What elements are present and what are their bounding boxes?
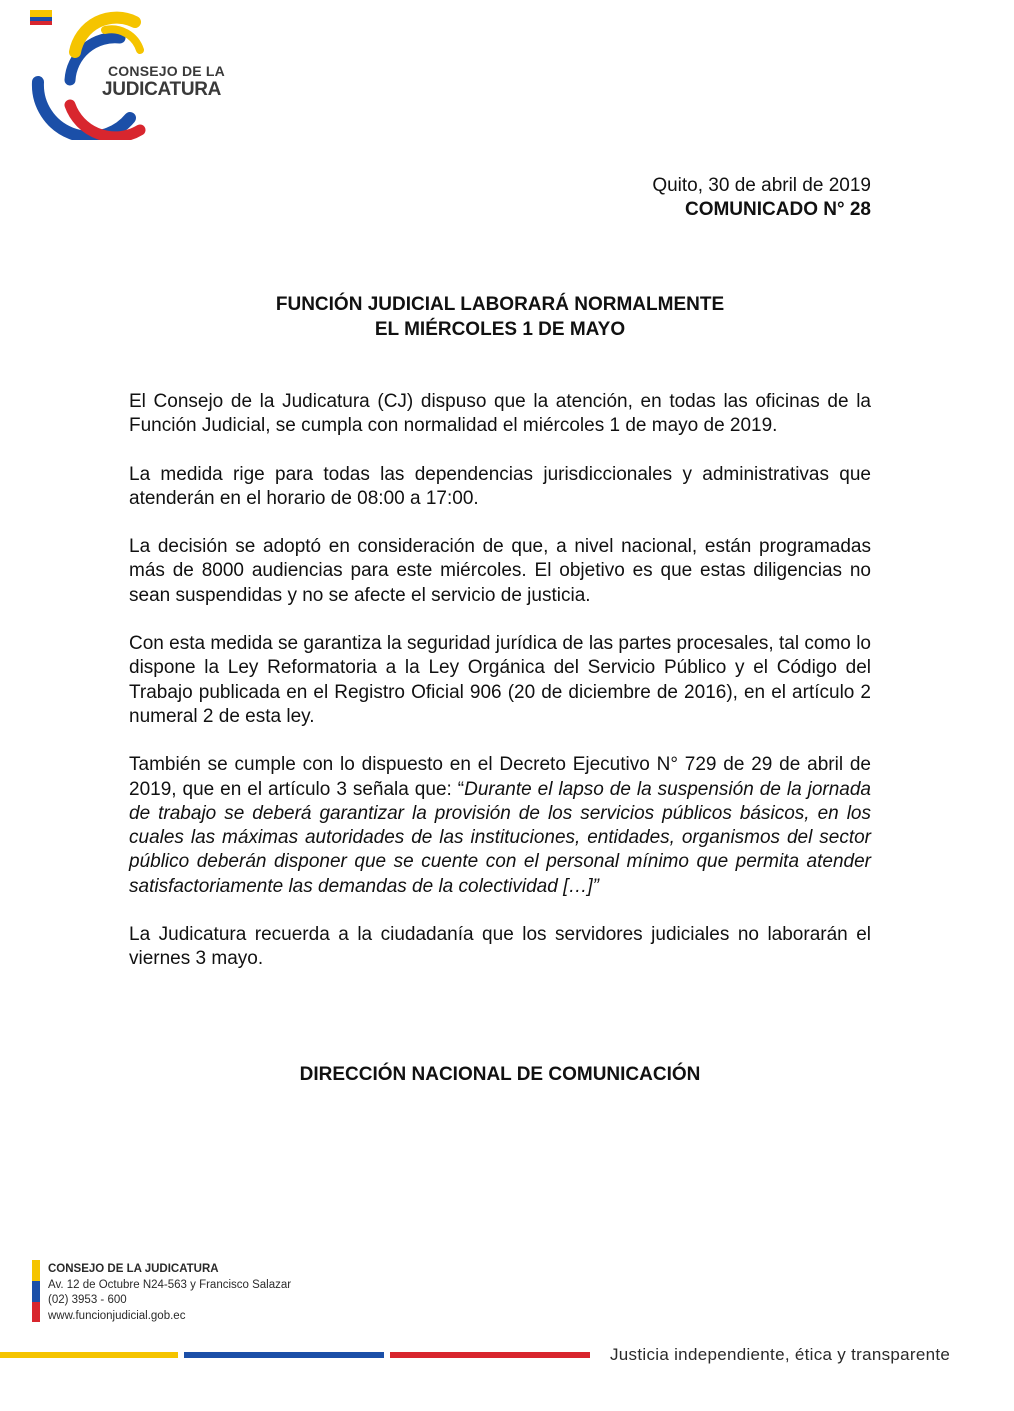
footer-stripe-red [390, 1352, 590, 1358]
dateline [652, 174, 871, 222]
paragraph-5-quote: Durante el lapso de la suspensión de la jornada de trabajo se deberá garantizar la provisión de los servicios públicos básicos, en los cuales las máximas autoridades de las instituciones, entidades, organismos del sector público deberán disponer que se cuente con el personal mínimo que permita atender satisfactoriamente las demandas de la colectividad […]” [129, 778, 871, 897]
paragraph-4: Con esta medida se garantiza la seguridad jurídica de las partes procesales, tal como lo dispone la Ley Reformatoria a la Ley Orgánica del Servicio Público y el Código del Trabajo publicada en el Registro Oficial 906 (20 de diciembre de 2016), en el artículo 2 numeral 2 de esta ley. [129, 633, 871, 727]
consejo-judicatura-logo [30, 10, 240, 140]
paragraph-5-intro: También se cumple con lo dispuesto en el Decreto Ejecutivo N° 729 de 29 de abril de 2019, que en el artículo 3 señala que: “ [129, 754, 871, 800]
ecuador-flag-icon [30, 10, 52, 25]
footer-color-bar [32, 1260, 40, 1322]
paragraph-5 [129, 753, 871, 899]
paragraph-3: La decisión se adoptó en consideración de que, a nivel nacional, están programadas más de 8000 audiencias para este miércoles. El objetivo es que estas diligencias no sean suspendidas y no se afecte el servicio de justicia. [129, 536, 871, 606]
date-text: Quito, 30 de abril de 2019 [652, 175, 871, 196]
logo-text-line2: JUDICATURA [102, 79, 222, 100]
footer-contact [48, 1262, 291, 1324]
paragraph-1: El Consejo de la Judicatura (CJ) dispuso que la atención, en todas las oficinas de la Función Judicial, se cumpla con normalidad el miércoles 1 de mayo de 2019. [129, 391, 871, 437]
footer-stripe-yellow [0, 1352, 178, 1358]
footer-stripe-blue [184, 1352, 384, 1358]
document-title [130, 292, 870, 342]
footer-org: CONSEJO DE LA JUDICATURA [48, 1263, 219, 1275]
footer-slogan: Justicia independiente, ética y transparente [610, 1345, 951, 1364]
title-line2: EL MIÉRCOLES 1 DE MAYO [374, 319, 626, 340]
footer-address: Av. 12 de Octubre N24-563 y Francisco Salazar [48, 1278, 292, 1291]
footer-website: www.funcionjudicial.gob.ec [48, 1309, 186, 1322]
comunicado-number: COMUNICADO N° 28 [684, 199, 871, 220]
paragraph-2: La medida rige para todas las dependencias jurisdiccionales y administrativas que atenderán en el horario de 08:00 a 17:00. [129, 463, 871, 509]
document-body [129, 390, 871, 996]
logo-text-line1: CONSEJO DE LA [108, 63, 225, 79]
signoff: DIRECCIÓN NACIONAL DE COMUNICACIÓN [299, 1064, 701, 1085]
title-line1: FUNCIÓN JUDICIAL LABORARÁ NORMALMENTE [275, 294, 725, 315]
footer-phone: (02) 3953 - 600 [48, 1294, 127, 1306]
paragraph-6: La Judicatura recuerda a la ciudadanía que los servidores judiciales no laborarán el viernes 3 mayo. [129, 924, 871, 970]
